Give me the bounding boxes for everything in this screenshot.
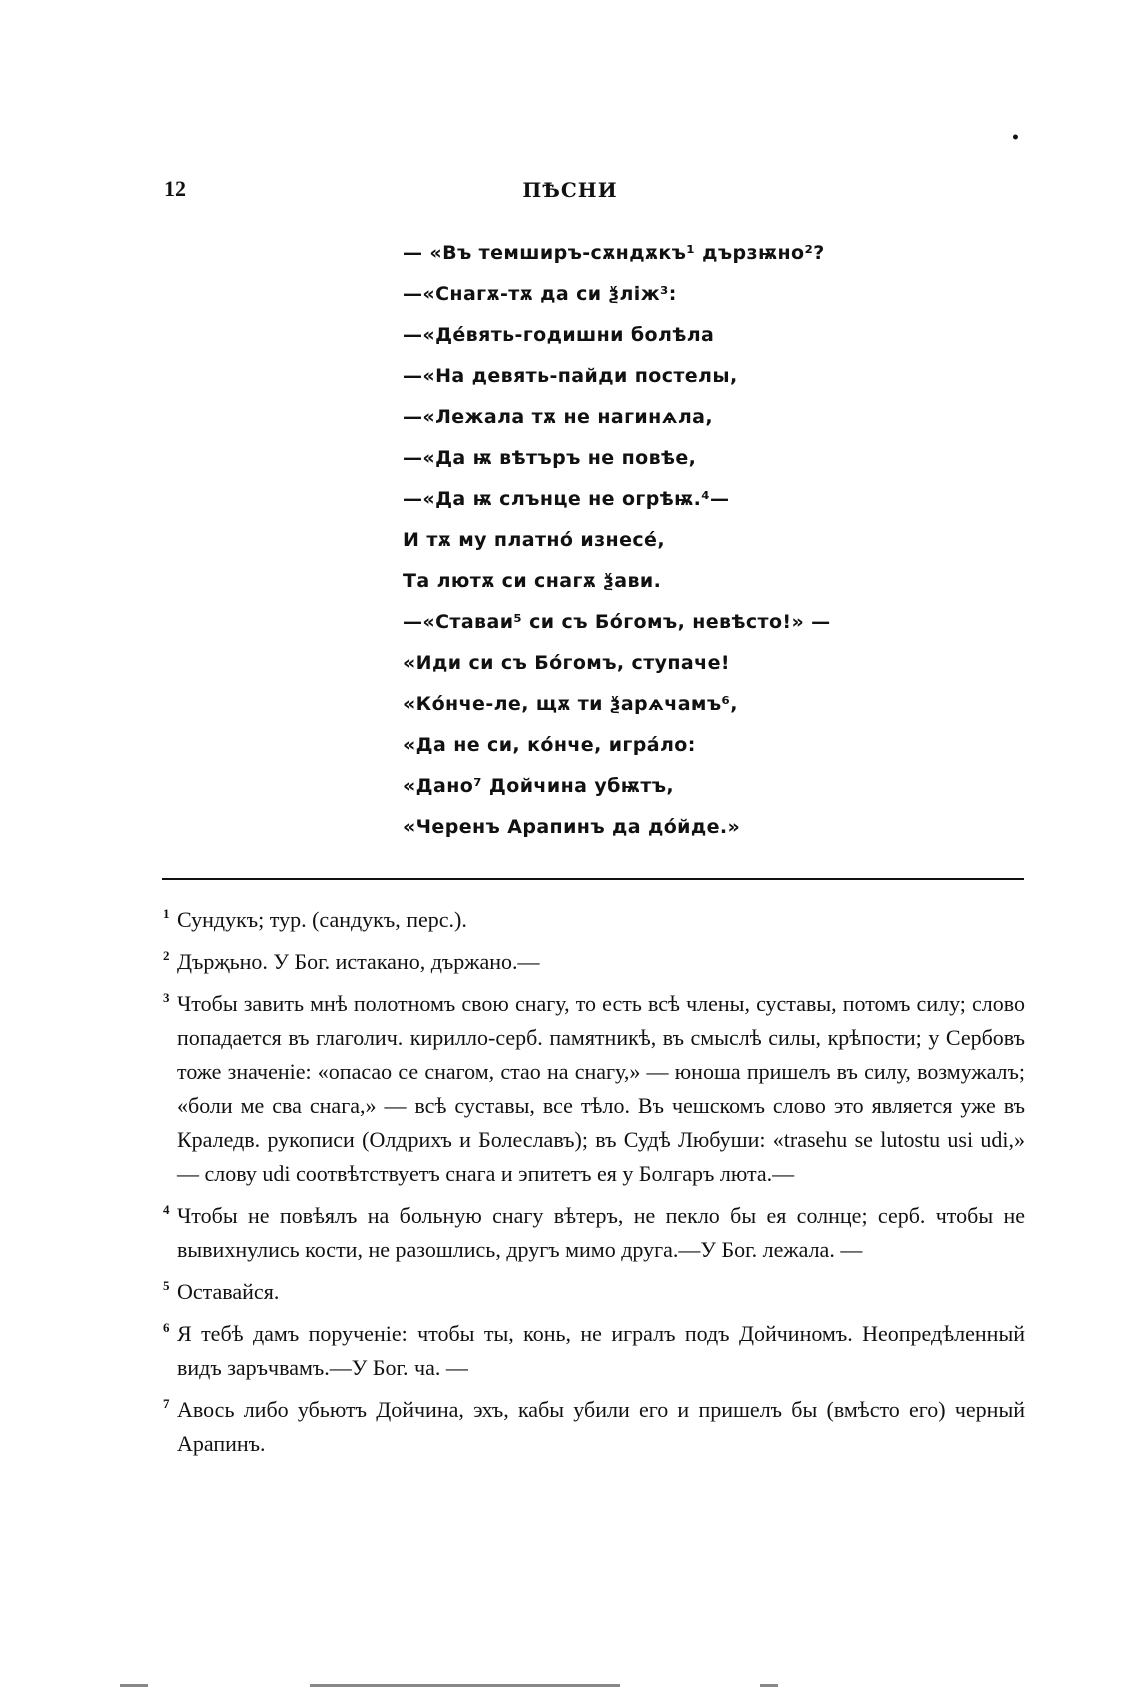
footnote-divider: [162, 878, 1024, 880]
poem-line: —«Дéвять-годишни болѣла: [403, 324, 715, 346]
poem-line: И тѫ му платнó изнесé,: [403, 529, 665, 551]
page-number: 12: [164, 176, 186, 201]
poem-line: —«Снагѫ-тѫ да си ѯліж³:: [403, 283, 677, 305]
footnote-text: Оставайся.: [177, 1279, 280, 1304]
poem-line: —«Да ѭ слънце не огрѣѭ.⁴—: [403, 488, 730, 510]
poem-line: —«Да ѭ вѣтъръ не повѣе,: [403, 447, 697, 469]
footnote-text: Чтобы завить мнѣ полотномъ свою снагу, то есть всѣ члены, суставы, потомъ силу; слово попадается въ глаголич. кирилло-серб. памятникѣ, въ смыслѣ силы, крѣпости; у Сербовъ тоже значеніе: «опасао се снагом, стао на снагу,» — юноша пришелъ въ силу, возмужалъ; «боли ме сва снага,» — всѣ суставы, все тѣло. Въ чешскомъ слово это является уже въ Краледв. рукописи (Олдрихъ и Болеславъ); въ Судѣ Любуши: «trasehu se lutostu usi udi,» — слову udi соотвѣтствуетъ снага и эпитетъ ея у Болгаръ люта.—: [177, 991, 1025, 1186]
footnote-number: 3: [163, 990, 170, 1005]
footnote-number: 6: [163, 1320, 170, 1335]
scan-artifact: [120, 1684, 148, 1687]
footnote: [163, 1317, 1025, 1385]
scan-artifact: [310, 1684, 620, 1687]
scan-artifact: [760, 1684, 778, 1687]
poem-line: «Иди си съ Бóгомъ, ступаче!: [403, 652, 730, 674]
footnote-number: 1: [163, 906, 170, 921]
footnote-text: Чтобы не повѣялъ на больную снагу вѣтеръ, не пекло бы ея солнце; серб. чтобы не вывихнулись кости, не разошлись, другъ мимо друга.—У Бог. лежала. —: [177, 1203, 1025, 1262]
footnote: [163, 987, 1025, 1191]
footnote-text: Дърҗьно. У Бог. истакано, държано.—: [177, 949, 540, 974]
poem-line: «Да не си, кóнче, игрáло:: [403, 734, 696, 756]
poem-line: «Кóнче-ле, щѫ ти ѯарѧчамъ⁶,: [403, 693, 738, 715]
poem-line: —«Лежала тѫ не нагинѧла,: [403, 406, 714, 428]
footnote-number: 7: [163, 1396, 170, 1411]
footnote-text: Авось либо убьютъ Дойчина, эхъ, кабы убили его и пришелъ бы (вмѣсто его) черный Арапинъ.: [177, 1397, 1025, 1456]
footnote: [163, 1199, 1025, 1267]
poem-line: —«На девять-пайди постелы,: [403, 365, 738, 387]
footnote: [163, 1393, 1025, 1461]
poem-line: —«Ставаи⁵ си съ Бóгомъ, невѣсто!» —: [403, 611, 831, 633]
footnotes-section: [163, 903, 1025, 1469]
footnote-text: Сундукъ; тур. (сандукъ, перс.).: [177, 907, 467, 932]
footnote: [163, 1275, 1025, 1309]
poem-line: Та лютѫ си снагѫ ѯави.: [403, 570, 662, 592]
footnote-number: 4: [163, 1202, 170, 1217]
footnote-number: 2: [163, 948, 170, 963]
margin-dot-mark: •: [1011, 130, 1020, 146]
poem-block: [403, 233, 1023, 848]
footnote-number: 5: [163, 1278, 170, 1293]
poem-line: «Черенъ Арапинъ да дóйде.»: [403, 816, 741, 838]
footnote: [163, 945, 1025, 979]
footnote-text: Я тебѣ дамъ порученіе: чтобы ты, конь, не игралъ подъ Дойчиномъ. Неопредѣленный видъ заръчвамъ.—У Бог. ча. —: [177, 1321, 1025, 1380]
poem-line: — «Въ темшиpъ-сѫндѫкъ¹ дързѭно²?: [403, 242, 825, 264]
page-header: [0, 176, 1140, 206]
poem-line: «Дано⁷ Дойчина убѭтъ,: [403, 775, 675, 797]
footnote: [163, 903, 1025, 937]
running-title: ПѢСНИ: [522, 178, 618, 202]
